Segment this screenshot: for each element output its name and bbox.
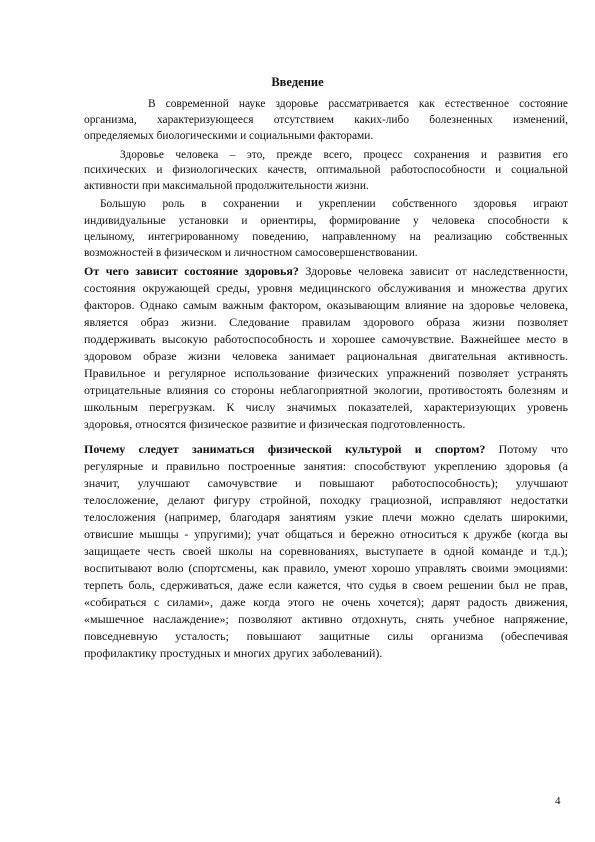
paragraph-4-question: От чего зависит состояние здоровья?	[84, 264, 299, 278]
paragraph-5-line-4: телосложение, делают фигуру стройной, походку грациозной, исправляют недостатки	[84, 493, 568, 507]
paragraph-2-line-1: Здоровье человека – это, прежде всего, процесс сохранения и развития его	[120, 149, 568, 161]
paragraph-5-line-10: «собираться с силами», даже когда этого не очень хочется); дарят радость движения,	[84, 595, 568, 609]
paragraph-2-line-2: психических и физиологических качеств, оптимальной работоспособности и социальной	[84, 164, 568, 176]
paragraph-5-line-3: значит, улучшают самочувствие и повышают работоспособность); улучшают	[84, 476, 568, 490]
paragraph-4-line-2: состояния окружающей среды, уровня медицинского обслуживания и множества других	[84, 281, 568, 295]
paragraph-1-line-1: В современной науке здоровье рассматривается как естественное состояние	[148, 98, 568, 110]
paragraph-5-line-11: «мышечное наслаждение»; позволяют активно отдохнуть, снять учебное напряжение,	[84, 612, 568, 626]
paragraph-1-line-3: определяемых биологическими и социальными факторами.	[84, 130, 374, 142]
paragraph-3-line-2: индивидуальные установки и ориентиры, формирование у человека способности к	[84, 215, 568, 227]
paragraph-3-line-3: целыному, интегрированному поведению, направленному на реализацию собственных	[84, 231, 568, 243]
paragraph-4-line-5: поддерживать высокую работоспособность и хорошее самочувствие. Важнейшее место в	[84, 332, 568, 346]
paragraph-4-line-3: факторов. Однако самым важным фактором, оказывающим влияние на здоровье человека,	[84, 298, 568, 312]
paragraph-4-last-text: здоровья, относятся физическое развитие и физическая подготовленность.	[84, 417, 466, 431]
paragraph-5-line-8: воспитывают волю (спортсмены, как правило, умеют хорошо управлять своими эмоциями:	[84, 561, 568, 575]
paragraph-5-line-7: защищаете честь своей школы на соревнованиях, выступаете в одной команде и т.д.);	[84, 544, 568, 558]
paragraph-2-line-3: активности при максимальной продолжительности жизни.	[84, 180, 369, 192]
paragraph-4-line-4: является образ жизни. Следование правилам здорового образа жизни позволяет	[84, 315, 568, 329]
paragraph-4-line-1	[84, 264, 568, 279]
page-number: 4	[555, 795, 561, 807]
paragraph-5-line-1	[84, 442, 568, 457]
paragraph-4-line-8: отрицательные влияния со стороны неблагоприятной экологии, противостоять болезням и	[84, 383, 568, 397]
paragraph-5-line-13: профилактику простудных и многих других заболеваний).	[84, 646, 383, 660]
page-title: Введение	[271, 75, 324, 89]
paragraph-5-first-rest: Потому что	[485, 442, 568, 456]
paragraph-5-question: Почему следует заниматься физической культурой и спортом?	[84, 442, 486, 456]
paragraph-5-line-5: телосложения (например, благодаря занятиям узкие плечи можно сделать широкими,	[84, 510, 568, 524]
paragraph-4-line-6: здоровом образе жизни человека занимает рациональная двигательная активность.	[84, 349, 568, 363]
paragraph-3-line-4: возможностей в физическом и личностном самосовершенствовании.	[84, 247, 418, 259]
paragraph-4-line-7: Правильное и регулярное использование физических упражнений позволяет устранять	[84, 366, 568, 380]
paragraph-5-line-9: терпеть боль, сдерживаться, даже если кажется, что судья в своем решении был не прав,	[84, 578, 568, 592]
paragraph-5-line-6: отвисшие мышцы - упругими); учат общаться и бережно относиться к дружбе (когда вы	[84, 527, 568, 541]
paragraph-3-line-1: Большую роль в сохранении и укреплении собственного здоровья играют	[100, 198, 568, 210]
paragraph-5-line-12: повседневную усталость; повышают защитные силы организма (обеспечивая	[84, 629, 568, 643]
paragraph-1-line-2: организма, характеризующееся отсутствием каких-либо болезненных изменений,	[84, 114, 568, 126]
paragraph-4-line-10	[84, 417, 568, 432]
paragraph-4-first-rest: Здоровье человека зависит от наследственности,	[298, 264, 569, 278]
paragraph-4-line-9: школьным перегрузкам. К числу значимых показателей, характеризующих уровень	[84, 400, 568, 414]
paragraph-5-line-2: регулярные и правильно построенные занятия: способствуют укреплению здоровья (а	[84, 459, 568, 473]
